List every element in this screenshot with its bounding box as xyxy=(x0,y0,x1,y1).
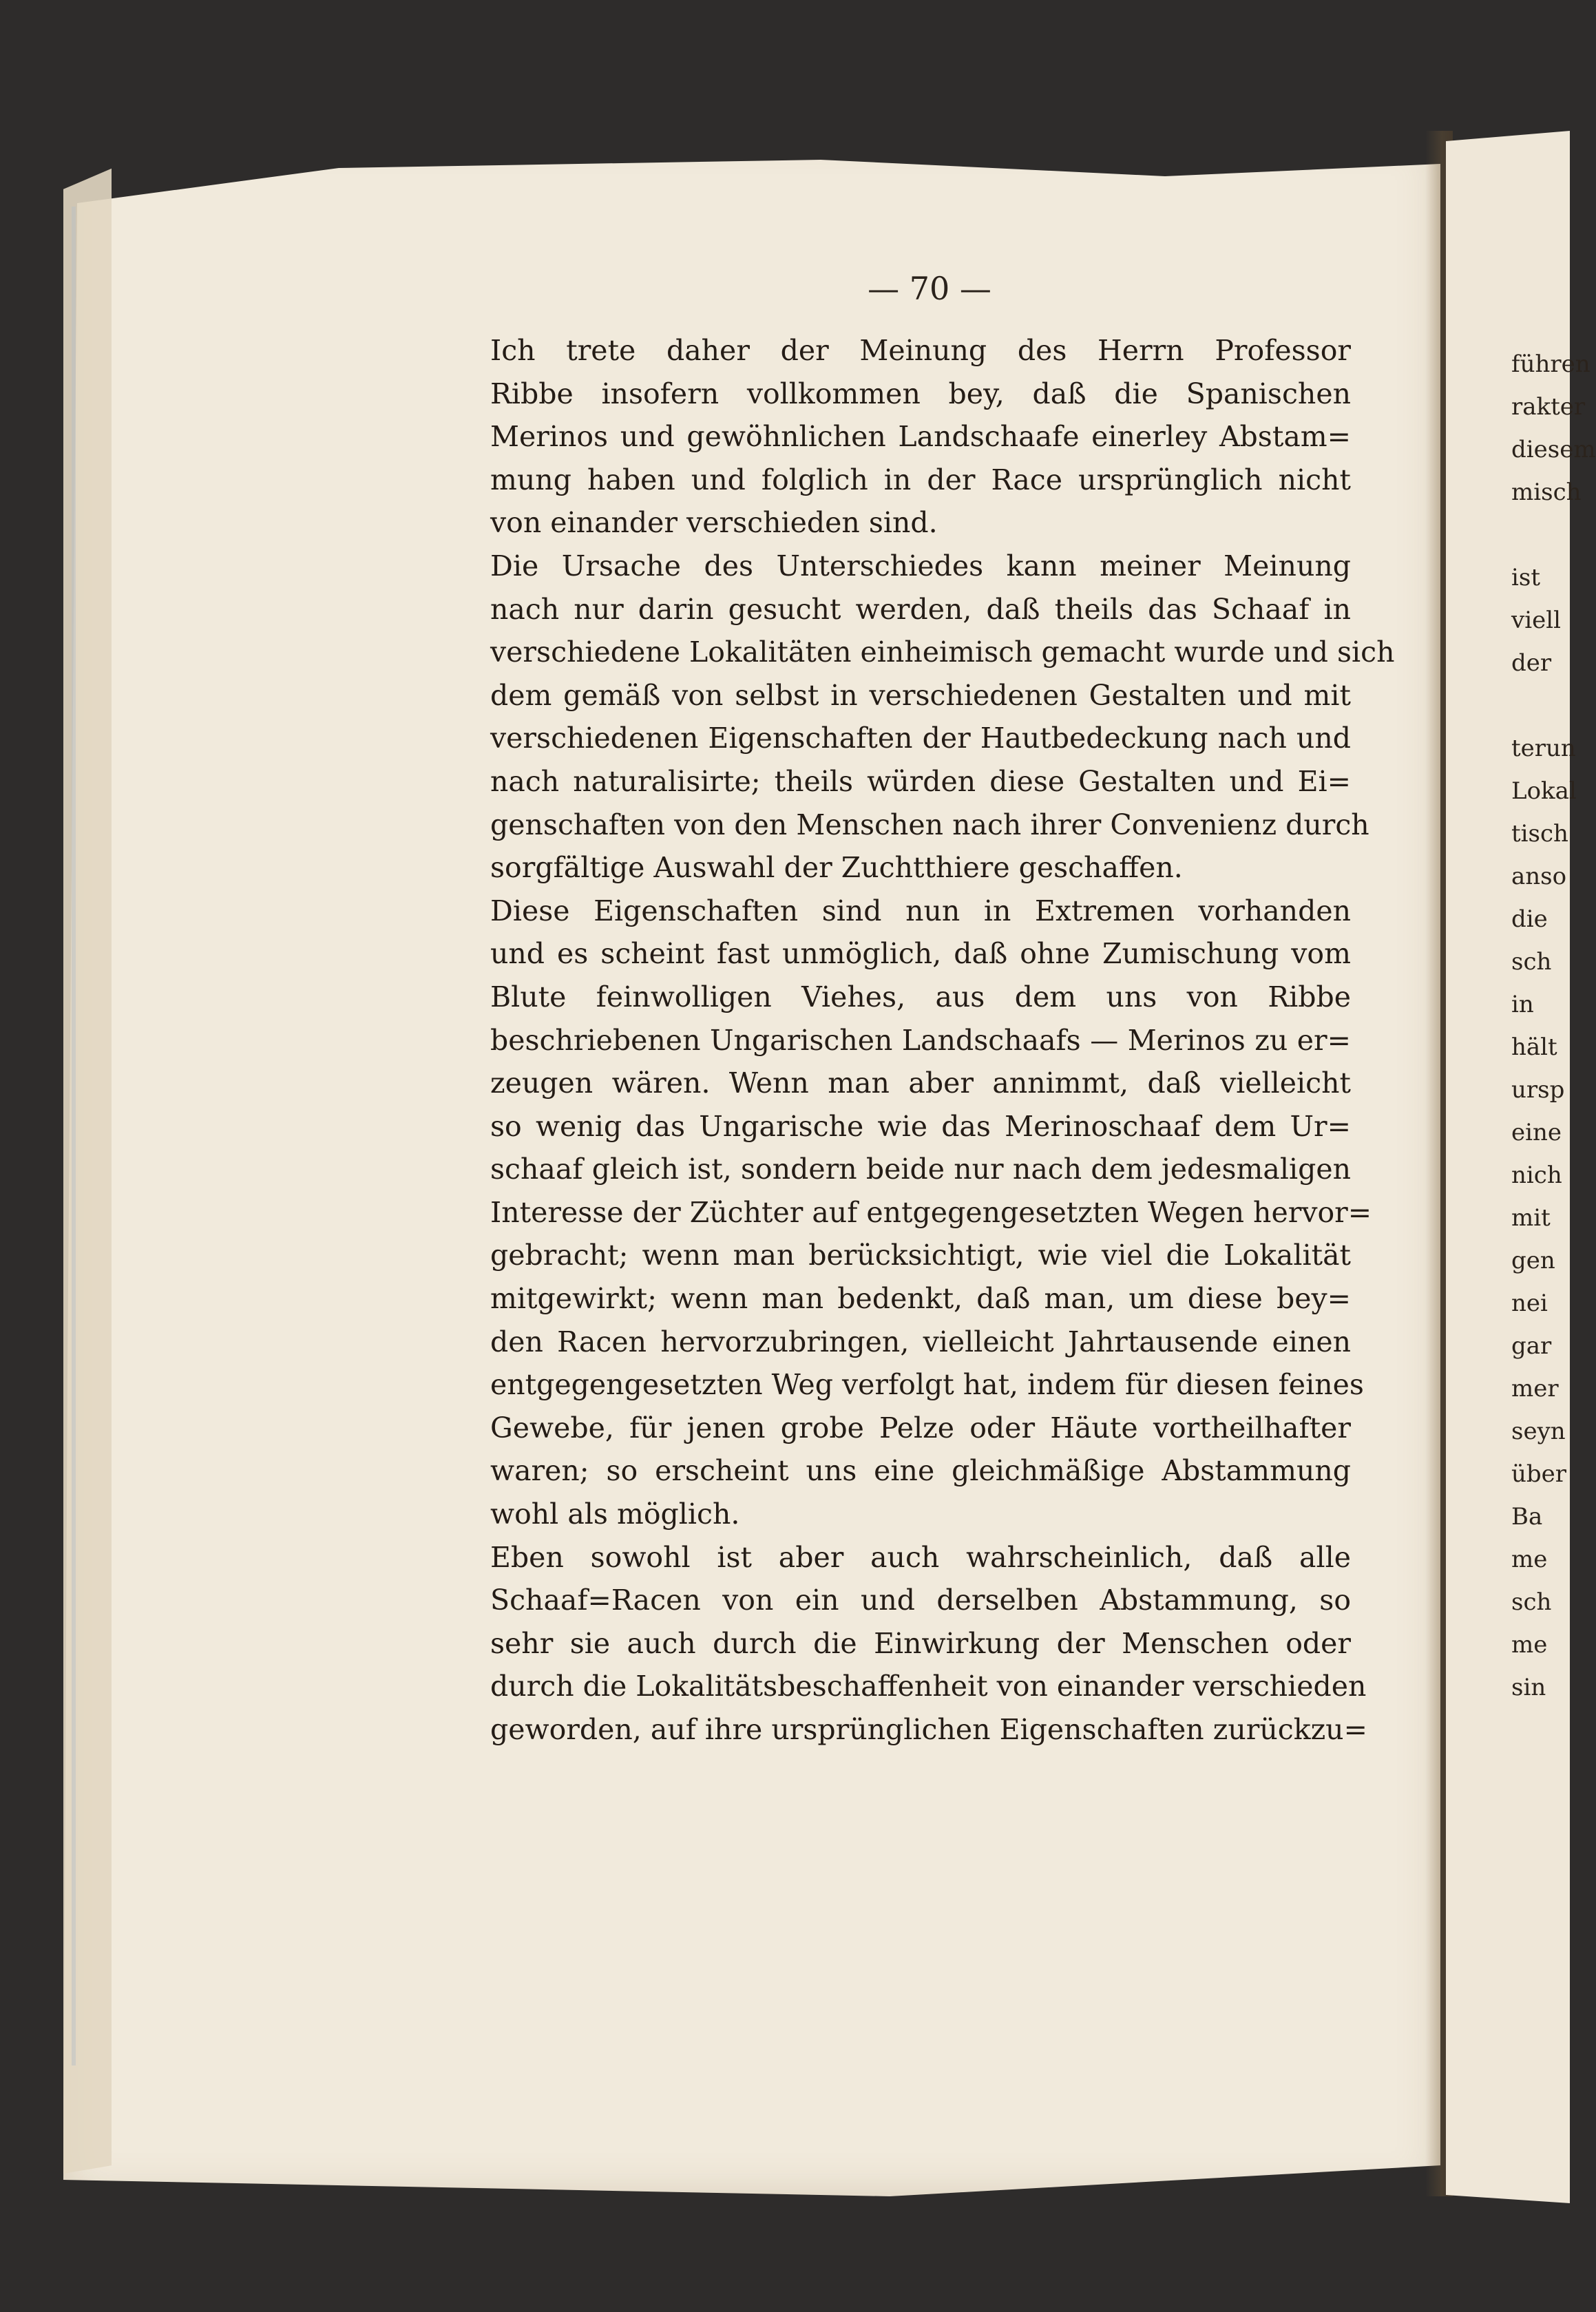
text-fragment: hält xyxy=(1511,1033,1557,1061)
text-fragment: seyn xyxy=(1511,1418,1566,1445)
page-edge xyxy=(63,127,112,2186)
text-line: Gewebe, für jenen grobe Pelze oder Häute vortheilhafter xyxy=(490,1411,1351,1444)
text-line: beschriebenen Ungarischen Landschaafs — Merinos zu er= xyxy=(490,1023,1351,1057)
text-fragment: diesem xyxy=(1511,436,1596,463)
text-line: waren; so erscheint uns eine gleichmäßige Abstammung xyxy=(490,1454,1351,1488)
text-line: wohl als möglich. xyxy=(490,1497,740,1531)
text-line: gebracht; wenn man berücksichtigt, wie viel die Lokalität xyxy=(490,1239,1351,1272)
text-fragment xyxy=(1511,514,1566,556)
text-line: Interesse der Züchter auf entgegengesetzten Wegen hervor= xyxy=(490,1195,1372,1229)
text-line: sehr sie auch durch die Einwirkung der Menschen oder xyxy=(490,1626,1351,1660)
page-number: — 70 — xyxy=(868,270,991,307)
text-line: schaaf gleich ist, sondern beide nur nach dem jedesmaligen xyxy=(490,1153,1351,1186)
text-fragment: gar xyxy=(1511,1332,1552,1360)
text-line: durch die Lokalitätsbeschaffenheit von einander verschieden xyxy=(490,1670,1367,1703)
text-line: mung haben und folglich in der Race ursprünglich nicht xyxy=(490,463,1351,496)
left-page-text xyxy=(490,329,1395,1752)
text-line: entgegengesetzten Weg verfolgt hat, indem für diesen feines xyxy=(490,1368,1364,1402)
text-fragment: mit xyxy=(1511,1204,1551,1232)
text-line: Schaaf=Racen von ein und derselben Abstammung, so xyxy=(490,1584,1351,1617)
text-fragment: eine xyxy=(1511,1119,1562,1146)
text-fragment: nich xyxy=(1511,1162,1562,1189)
text-fragment: me xyxy=(1511,1546,1548,1573)
text-fragment: ursp xyxy=(1511,1076,1565,1104)
text-line: Ich trete daher der Meinung des Herrn Professor xyxy=(490,334,1351,367)
text-fragment: über xyxy=(1511,1460,1567,1488)
text-fragment: Lokal xyxy=(1511,777,1577,805)
text-line: den Racen hervorzubringen, vielleicht Jahrtausende einen xyxy=(490,1325,1351,1358)
text-fragment xyxy=(1511,684,1566,727)
page-edge-shadow xyxy=(72,207,76,2066)
text-line: Ribbe insofern vollkommen bey, daß die Spanischen xyxy=(490,377,1351,410)
text-fragment: sch xyxy=(1511,948,1552,976)
text-fragment: anso xyxy=(1511,863,1567,890)
text-line: sorgfältige Auswahl der Zuchtthiere geschaffen. xyxy=(490,851,1183,885)
text-line: von einander verschieden sind. xyxy=(490,506,938,540)
text-line: Eben sowohl ist aber auch wahrscheinlich, daß alle xyxy=(490,1540,1351,1574)
text-line: nach nur darin gesucht werden, daß theils das Schaaf in xyxy=(490,592,1351,626)
text-line: Blute feinwolligen Viehes, aus dem uns von Ribbe xyxy=(490,980,1351,1013)
text-line: geworden, auf ihre ursprünglichen Eigenschaften zurückzu= xyxy=(490,1713,1367,1746)
text-fragment: Ba xyxy=(1511,1503,1543,1531)
text-line: verschiedenen Eigenschaften der Hautbedeckung nach und xyxy=(490,722,1351,755)
text-fragment: sch xyxy=(1511,1588,1552,1616)
text-fragment: rakter xyxy=(1511,393,1586,421)
text-fragment: mer xyxy=(1511,1375,1559,1402)
text-line: mitgewirkt; wenn man bedenkt, daß man, um diese bey= xyxy=(490,1282,1351,1316)
text-line: Diese Eigenschaften sind nun in Extremen vorhanden xyxy=(490,894,1351,927)
text-fragment: misch xyxy=(1511,479,1582,506)
text-fragment: tisch xyxy=(1511,820,1568,848)
text-line: zeugen wären. Wenn man aber annimmt, daß vielleicht xyxy=(490,1066,1351,1100)
text-fragment: führen xyxy=(1511,350,1590,378)
text-fragment: in xyxy=(1511,991,1534,1018)
right-page-text xyxy=(1511,343,1596,1709)
text-fragment: der xyxy=(1511,649,1552,677)
text-fragment: viell xyxy=(1511,607,1561,634)
text-line: dem gemäß von selbst in verschiedenen Gestalten und mit xyxy=(490,678,1351,712)
text-line: genschaften von den Menschen nach ihrer Convenienz durch xyxy=(490,808,1369,841)
text-fragment: gen xyxy=(1511,1247,1555,1274)
text-line: Merinos und gewöhnlichen Landschaafe einerley Abstam= xyxy=(490,420,1351,454)
text-fragment: ist xyxy=(1511,564,1540,591)
text-line: und es scheint fast unmöglich, daß ohne Zumischung vom xyxy=(490,937,1351,971)
text-fragment: sin xyxy=(1511,1674,1546,1701)
text-line: nach naturalisirte; theils würden diese Gestalten und Ei= xyxy=(490,764,1351,798)
text-fragment: die xyxy=(1511,905,1548,933)
text-fragment: nei xyxy=(1511,1290,1548,1317)
text-line: so wenig das Ungarische wie das Merinoschaaf dem Ur= xyxy=(490,1109,1351,1143)
text-fragment: terun xyxy=(1511,735,1576,762)
text-line: Die Ursache des Unterschiedes kann meiner Meinung xyxy=(490,549,1351,582)
text-fragment: me xyxy=(1511,1631,1548,1659)
text-line: verschiedene Lokalitäten einheimisch gemacht wurde und sich xyxy=(490,635,1395,669)
